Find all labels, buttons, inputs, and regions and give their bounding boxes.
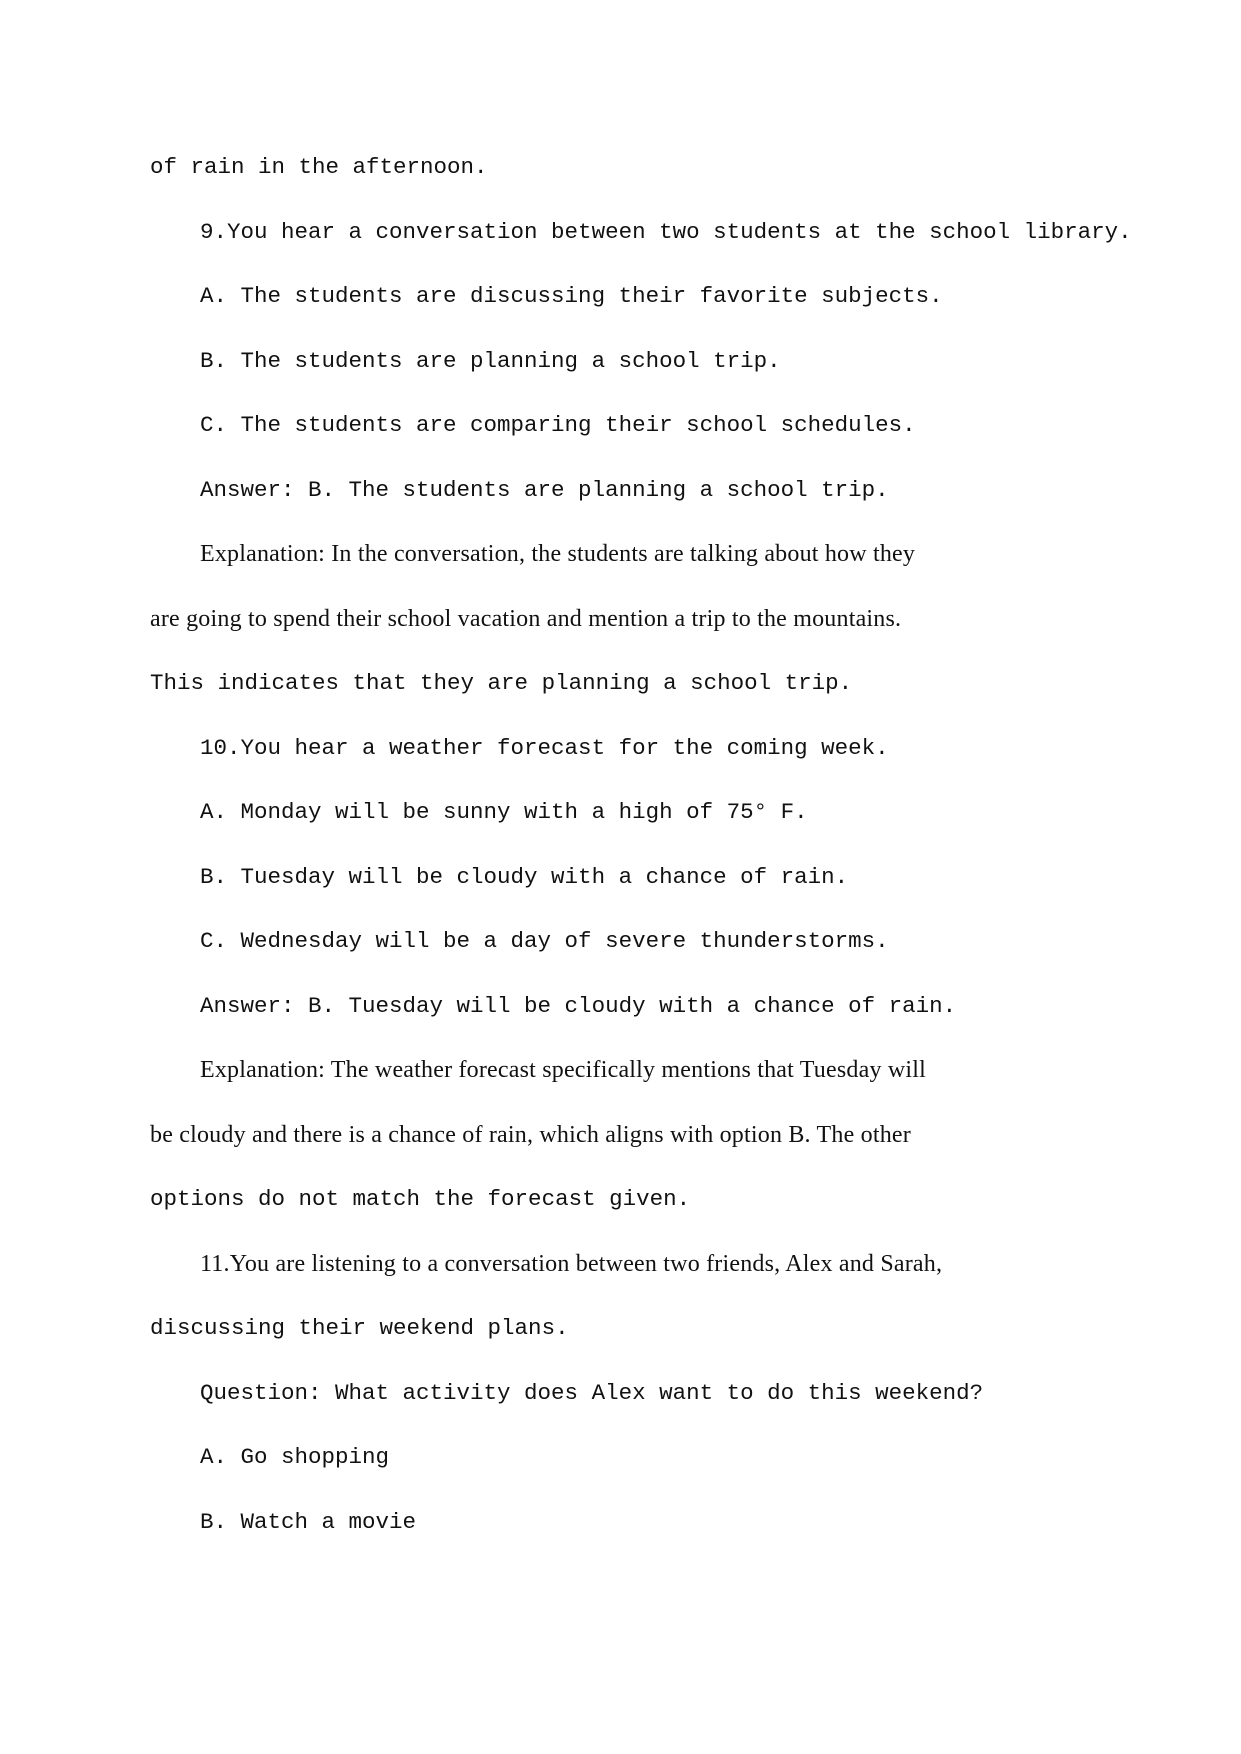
question-11-prompt: discussing their weekend plans. [150, 1315, 569, 1341]
question-9-prompt: 9.You hear a conversation between two students at the school library. [200, 219, 1132, 245]
explanation-line: options do not match the forecast given. [150, 1186, 691, 1212]
question-10-prompt: 10.You hear a weather forecast for the coming week. [200, 735, 889, 761]
answer-line: Answer: B. Tuesday will be cloudy with a chance of rain. [200, 993, 957, 1019]
option-b: B. Tuesday will be cloudy with a chance of rain. [200, 864, 849, 890]
answer-line: Answer: B. The students are planning a school trip. [200, 477, 889, 503]
question-11-prompt: 11.You are listening to a conversation between two friends, Alex and Sarah, [200, 1251, 943, 1277]
option-a: A. Go shopping [200, 1444, 390, 1470]
option-c: C. Wednesday will be a day of severe thunderstorms. [200, 928, 889, 954]
option-b: B. Watch a movie [200, 1509, 417, 1535]
explanation-line: This indicates that they are planning a school trip. [150, 670, 853, 696]
explanation-line: be cloudy and there is a chance of rain, which aligns with option B. The other [150, 1122, 911, 1148]
explanation-line: are going to spend their school vacation and mention a trip to the mountains. [150, 606, 902, 632]
option-b: B. The students are planning a school trip. [200, 348, 781, 374]
option-c: C. The students are comparing their school schedules. [200, 412, 916, 438]
explanation-line: Explanation: The weather forecast specifically mentions that Tuesday will [200, 1057, 926, 1083]
text-line: of rain in the afternoon. [150, 154, 488, 180]
question-line: Question: What activity does Alex want to do this weekend? [200, 1380, 984, 1406]
explanation-line: Explanation: In the conversation, the students are talking about how they [200, 541, 916, 567]
option-a: A. Monday will be sunny with a high of 75° F. [200, 799, 808, 825]
option-a: A. The students are discussing their favorite subjects. [200, 283, 943, 309]
